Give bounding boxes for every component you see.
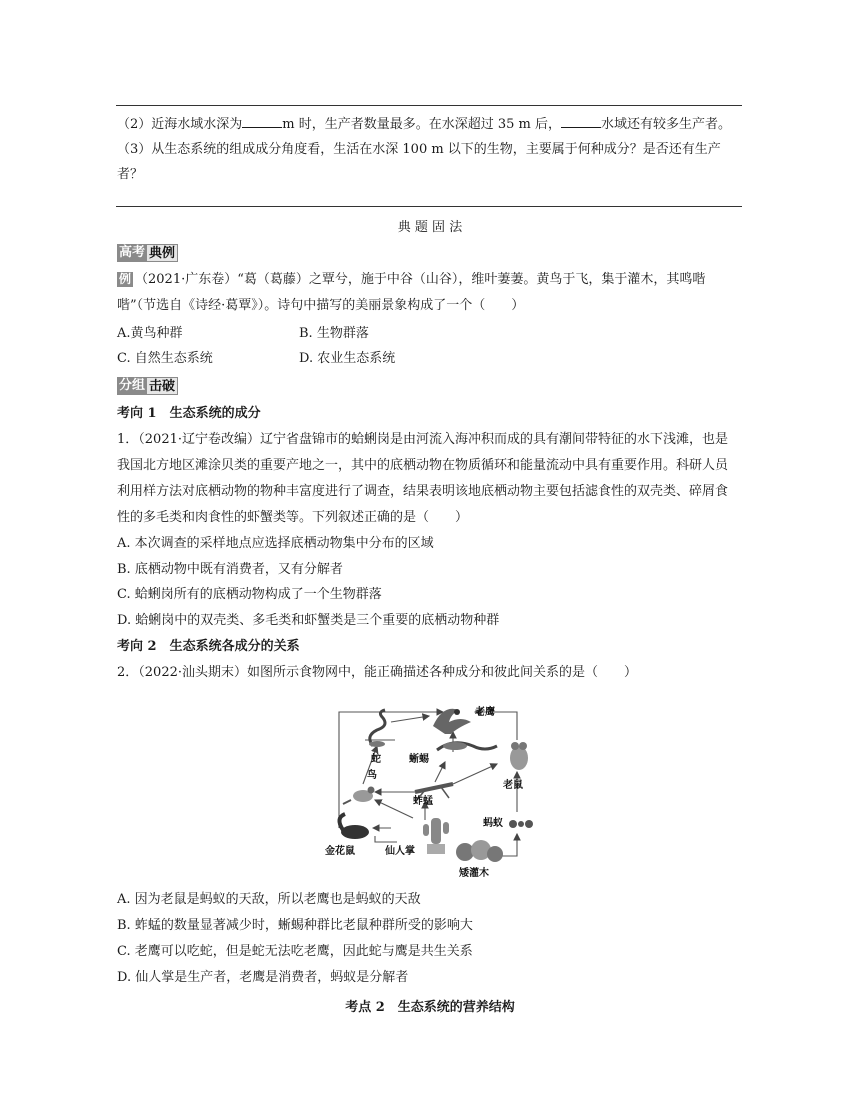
chipmunk-icon: [339, 814, 369, 839]
section-rule: [116, 206, 742, 207]
fenzu-badge: 分组 击破: [117, 377, 178, 395]
q1-line1: 1．（2021·辽宁卷改编）辽宁省盘锦市的蛤蜊岗是由河流入海冲积而成的具有潮间带特征的水下浅滩，也是: [117, 432, 728, 447]
q2-option-d[interactable]: D. 仙人掌是生产者，老鹰是消费者，蚂蚁是分解者: [117, 970, 409, 985]
shrub-icon: [456, 840, 503, 862]
q1-line3: 利用样方法对底栖动物的物种丰富度进行了调查，结果表明该地底栖动物主要包括滤食性的双壳类、碎屑食: [117, 484, 729, 499]
mouse-icon: [510, 742, 528, 770]
direction-1-heading: 考向 1 生态系统的成分: [117, 406, 261, 421]
arrow-cactus-to-bird: [375, 800, 413, 818]
label-ant: 蚂蚁: [483, 818, 503, 829]
q1-option-c[interactable]: C. 蛤蜊岗所有的底栖动物构成了一个生物群落: [117, 587, 382, 602]
q2-stem: 2．（2022·汕头期末）如图所示食物网中，能正确描述各种成分和彼此间关系的是（ ）: [117, 665, 637, 680]
snake-icon: [369, 710, 385, 747]
direction-2-heading: 考向 2 生态系统各成分的关系: [117, 639, 300, 654]
label-shrub: 矮灌木: [459, 868, 489, 879]
bird-icon: [343, 787, 375, 805]
label-lizard: 蜥蜴: [409, 754, 429, 765]
arrow-grasshopper-to-lizard: [435, 762, 445, 782]
food-web-diagram: [325, 700, 535, 880]
q1-line2: 我国北方地区滩涂贝类的重要产地之一，其中的底栖动物在物质循环和能量流动中具有重要作用。科研人员: [117, 458, 729, 473]
question-part-2: （2）近海水域水深为 m 时，生产者数量最多。在水深超过 35 m 后， 水域还有较多生产者。: [117, 114, 731, 134]
q2-option-b[interactable]: B. 蚱蜢的数量显著减少时，蜥蜴种群比老鼠种群所受的影响大: [117, 918, 473, 933]
label-eagle: 老鹰: [475, 707, 495, 718]
example-option-d[interactable]: D. 农业生态系统: [299, 351, 396, 366]
example-tag: 例: [119, 272, 132, 286]
example-option-a[interactable]: A.黄鸟种群: [117, 326, 183, 341]
question-part-3-line1: （3）从生态系统的组成成分角度看，生活在水深 100 m 以下的生物，主要属于何种成分？是否还有生产: [117, 142, 721, 157]
label-snake: 蛇: [371, 754, 381, 765]
example-line1: 例 （2021·广东卷）“葛（葛藤）之覃兮，施于中谷（山谷），维叶萋萋。黄鸟于飞，集于灌木，其鸣喈: [119, 272, 706, 287]
arrow-grasshopper-to-mouse: [453, 764, 497, 784]
label-grasshopper: 蚱蜢: [413, 796, 433, 807]
q2-option-a[interactable]: A. 因为老鼠是蚂蚁的天敌，所以老鹰也是蚂蚁的天敌: [117, 892, 421, 907]
question-part-3-line2: 者？: [117, 167, 144, 182]
q1-option-d[interactable]: D. 蛤蜊岗中的双壳类、多毛类和虾蟹类是三个重要的底栖动物种群: [117, 613, 500, 628]
cactus-icon: [423, 818, 449, 854]
q2-option-c[interactable]: C. 老鹰可以吃蛇，但是蛇无法吃老鹰，因此蛇与鹰是共生关系: [117, 944, 473, 959]
ant-icon: [509, 820, 533, 828]
example-line2: 喈”（节选自《诗经·葛覃》）。诗句中描写的美丽景象构成了一个（ ）: [117, 298, 525, 313]
label-mouse: 老鼠: [503, 780, 523, 791]
example-option-b[interactable]: B. 生物群落: [299, 326, 369, 341]
q1-option-b[interactable]: B. 底栖动物中既有消费者，又有分解者: [117, 562, 343, 577]
answer-blank[interactable]: [561, 114, 601, 128]
section-title: 典 题 固 法: [397, 220, 463, 235]
arrow-snake-to-eagle: [391, 716, 429, 722]
arrow-cactus-to-chipmunk: [375, 836, 397, 842]
footer-section-title: 考点 2 生态系统的营养结构: [345, 1000, 515, 1015]
lizard-icon: [437, 742, 497, 750]
answer-blank[interactable]: [242, 114, 282, 128]
top-rule: [116, 105, 742, 106]
q1-option-a[interactable]: A. 本次调查的采样地点应选择底栖动物集中分布的区域: [117, 536, 434, 551]
label-cactus: 仙人掌: [385, 846, 415, 857]
gaokao-badge: 高考 典例: [117, 244, 178, 262]
arrow-chipmunk-to-eagle: [339, 712, 443, 828]
label-chipmunk: 金花鼠: [325, 846, 355, 857]
label-bird: 鸟: [367, 770, 377, 781]
q1-line4: 性的多毛类和肉食性的虾蟹类等。下列叙述正确的是（ ）: [117, 510, 469, 525]
example-option-c[interactable]: C. 自然生态系统: [117, 351, 213, 366]
